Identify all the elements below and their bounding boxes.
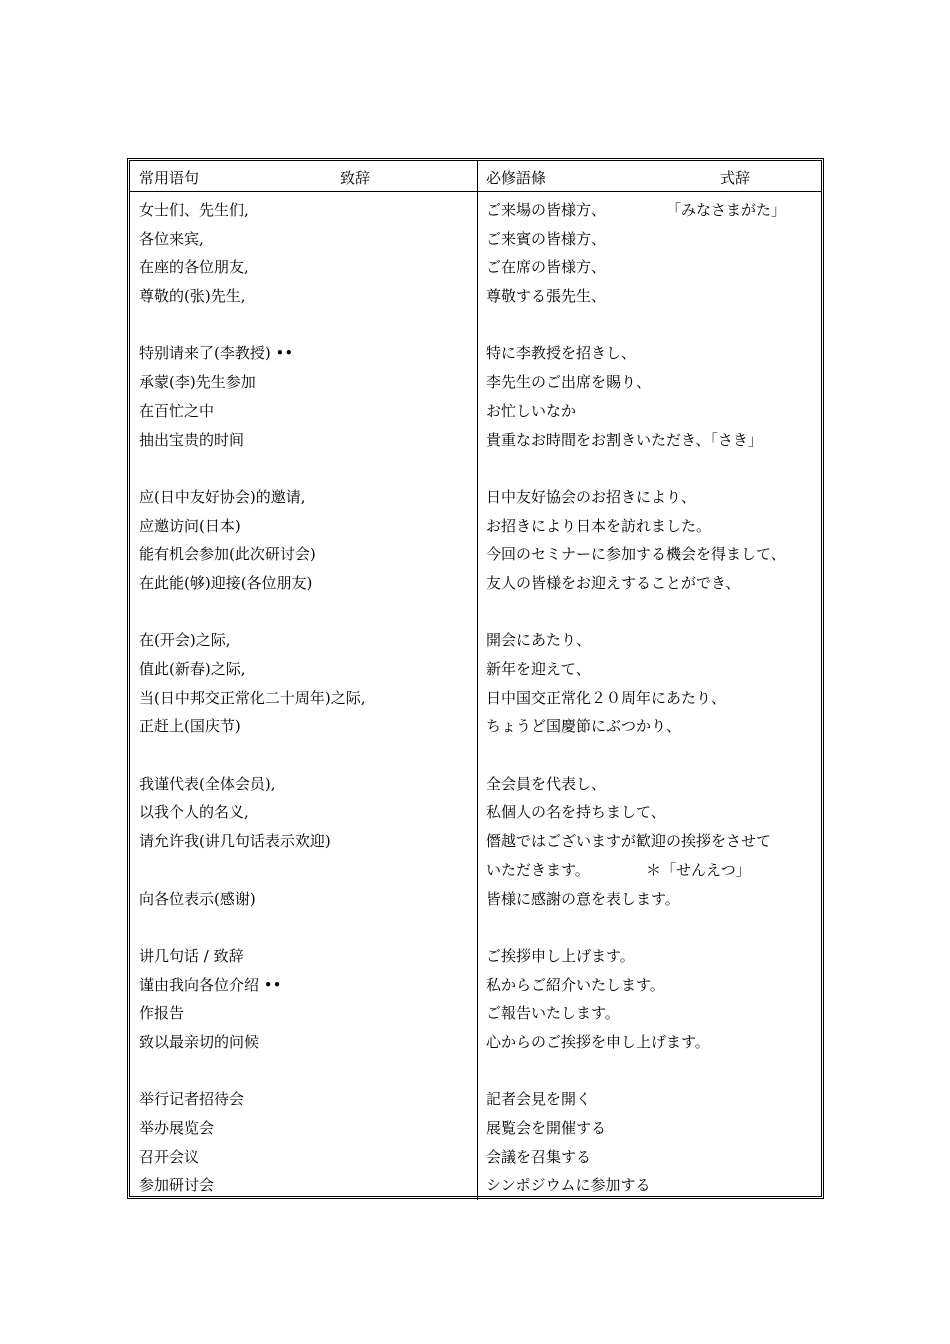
chinese-phrase-line: 我谨代表(全体会员), — [139, 774, 276, 793]
japanese-phrase-text: 新年を迎えて、 — [486, 660, 591, 678]
chinese-phrase-line — [130, 1057, 477, 1086]
japanese-phrase-line — [478, 913, 821, 942]
japanese-phrase-text: ご挨拶申し上げます。 — [486, 946, 635, 965]
header-left-subtitle: 致辞 — [340, 169, 371, 187]
japanese-phrase-line — [478, 684, 821, 713]
chinese-phrase-line: 女士们、先生们, — [139, 201, 249, 219]
japanese-phrase-text: ご来場の皆様方、 — [486, 201, 607, 219]
japanese-phrase-text: 会議を召集する — [486, 1147, 592, 1166]
chinese-phrase-line: 应邀访问(日本) — [139, 516, 241, 535]
chinese-phrase-line — [130, 856, 477, 885]
table-header-row — [130, 161, 821, 192]
chinese-phrase-line: 请允许我(讲几句话表示欢迎) — [139, 832, 331, 851]
japanese-phrase-text: 尊敬する張先生、 — [486, 287, 607, 306]
japanese-phrase-line — [478, 196, 821, 225]
header-right-subtitle: 式辞 — [720, 169, 751, 187]
japanese-phrase-line — [478, 1114, 821, 1143]
japanese-phrase-text: 特に李教授を招きし、 — [486, 344, 637, 363]
header-cell-left — [130, 161, 478, 191]
header-right-title: 必修語條 — [486, 169, 547, 187]
japanese-phrase-line — [478, 368, 821, 397]
japanese-phrase-line — [478, 311, 821, 340]
chinese-phrase-line: 致以最亲切的问候 — [139, 1032, 260, 1051]
chinese-column — [130, 192, 478, 1200]
japanese-phrase-text: 今回のセミナーに参加する機会を得まして、 — [486, 545, 786, 564]
japanese-lines — [478, 192, 821, 1200]
header-left-title: 常用语句 — [139, 169, 200, 187]
japanese-phrase-line — [478, 569, 821, 598]
chinese-phrase-line: 能有机会参加(此次研讨会) — [139, 545, 316, 564]
japanese-phrase-text: 開会にあたり、 — [486, 631, 592, 650]
chinese-phrase-line: 正赶上(国庆节) — [139, 717, 241, 736]
chinese-phrase-line — [130, 454, 477, 483]
chinese-phrase-line: 承蒙(李)先生参加 — [139, 373, 256, 392]
japanese-phrase-line — [478, 454, 821, 483]
header-cell-right — [478, 161, 821, 191]
japanese-phrase-line — [478, 225, 821, 254]
japanese-phrase-line — [478, 282, 821, 311]
japanese-phrase-text: 全会員を代表し、 — [486, 774, 607, 793]
japanese-phrase-line — [478, 339, 821, 368]
chinese-phrase-line: 参加研讨会 — [139, 1176, 215, 1195]
japanese-phrase-line — [478, 1028, 821, 1057]
japanese-phrase-line — [478, 655, 821, 684]
japanese-phrase-line — [478, 798, 821, 827]
reading-note: ＊「せんえつ」 — [646, 860, 751, 879]
japanese-phrase-line — [478, 827, 821, 856]
japanese-phrase-text: ご報告いたします。 — [486, 1004, 620, 1023]
japanese-phrase-text: 皆様に感謝の意を表します。 — [486, 889, 680, 908]
japanese-phrase-line — [478, 885, 821, 914]
chinese-phrase-line: 在(开会)之际, — [139, 631, 231, 650]
japanese-phrase-line — [478, 483, 821, 512]
japanese-phrase-line — [478, 426, 821, 455]
japanese-phrase-text: 心からのご挨拶を申し上げます。 — [486, 1032, 710, 1051]
japanese-phrase-line — [478, 540, 821, 569]
japanese-phrase-text: 展覧会を開催する — [486, 1119, 607, 1137]
japanese-phrase-text: 記者会見を開く — [486, 1090, 592, 1109]
japanese-column — [478, 192, 821, 1200]
chinese-phrase-line: 特别请来了(李教授) •• — [139, 344, 294, 363]
japanese-phrase-text: ちょうど国慶節にぶつかり、 — [486, 717, 682, 736]
chinese-lines — [130, 192, 477, 1200]
chinese-phrase-line: 以我个人的名义, — [139, 803, 249, 822]
japanese-phrase-text: 李先生のご出席を賜り、 — [486, 373, 652, 392]
chinese-phrase-line: 举行记者招待会 — [139, 1090, 245, 1109]
japanese-phrase-line — [478, 1085, 821, 1114]
chinese-phrase-line: 抽出宝贵的时间 — [139, 430, 245, 449]
chinese-phrase-line — [130, 741, 477, 770]
chinese-phrase-line: 作报告 — [139, 1004, 185, 1023]
japanese-phrase-text: 日中友好協会のお招きにより、 — [486, 487, 697, 506]
chinese-phrase-line: 尊敬的(张)先生, — [139, 287, 246, 306]
japanese-phrase-text: お忙しいなか — [486, 401, 577, 420]
chinese-phrase-line: 在座的各位朋友, — [139, 258, 249, 277]
japanese-phrase-line — [478, 626, 821, 655]
japanese-phrase-line — [478, 770, 821, 799]
japanese-phrase-text: シンポジウムに参加する — [486, 1176, 651, 1195]
japanese-phrase-line — [478, 512, 821, 541]
chinese-phrase-line: 当(日中邦交正常化二十周年)之际, — [139, 688, 366, 707]
japanese-phrase-line — [478, 1057, 821, 1086]
japanese-phrase-line — [478, 598, 821, 627]
japanese-phrase-line — [478, 971, 821, 1000]
phrase-table — [127, 158, 824, 1199]
chinese-phrase-line: 举办展览会 — [139, 1119, 215, 1137]
japanese-phrase-text: ご在席の皆様方、 — [486, 258, 607, 277]
japanese-phrase-text: 日中国交正常化２０周年にあたり、 — [486, 688, 727, 707]
table-body-row — [130, 192, 821, 1200]
japanese-phrase-line — [478, 999, 821, 1028]
japanese-phrase-line — [478, 942, 821, 971]
japanese-phrase-text: 私個人の名を持ちまして、 — [486, 803, 666, 822]
japanese-phrase-line — [478, 741, 821, 770]
japanese-phrase-line — [478, 856, 821, 885]
chinese-phrase-line: 谨由我向各位介绍 •• — [139, 975, 282, 994]
chinese-phrase-line — [130, 913, 477, 942]
chinese-phrase-line: 应(日中友好协会)的邀请, — [139, 487, 306, 506]
chinese-phrase-line — [130, 598, 477, 627]
japanese-phrase-line — [478, 1143, 821, 1172]
japanese-phrase-line — [478, 397, 821, 426]
chinese-phrase-line: 各位来宾, — [139, 229, 204, 248]
japanese-phrase-text: 貴重なお時間をお割きいただき、「さき」 — [486, 430, 763, 449]
japanese-phrase-text: 友人の皆様をお迎えすることができ、 — [486, 573, 741, 592]
japanese-phrase-text: お招きにより日本を訪れました。 — [486, 516, 712, 535]
japanese-phrase-line — [478, 712, 821, 741]
chinese-phrase-line: 在百忙之中 — [139, 401, 215, 420]
japanese-phrase-line — [478, 253, 821, 282]
japanese-phrase-text: 私からご紹介いたします。 — [486, 975, 665, 994]
reading-note: 「みなさまがた」 — [666, 201, 787, 219]
chinese-phrase-line: 向各位表示(感谢) — [139, 889, 256, 908]
japanese-phrase-text: ご来賓の皆様方、 — [486, 229, 607, 248]
chinese-phrase-line — [130, 311, 477, 340]
chinese-phrase-line: 讲几句话 / 致辞 — [139, 946, 244, 965]
japanese-phrase-text: 僭越ではございますが歓迎の挨拶をさせて — [486, 832, 772, 851]
japanese-phrase-text: いただきます。 — [486, 860, 590, 879]
chinese-phrase-line: 召开会议 — [139, 1147, 200, 1166]
chinese-phrase-line: 在此能(够)迎接(各位朋友) — [139, 573, 313, 592]
chinese-phrase-line: 值此(新春)之际, — [139, 660, 246, 678]
japanese-phrase-line — [478, 1171, 821, 1200]
